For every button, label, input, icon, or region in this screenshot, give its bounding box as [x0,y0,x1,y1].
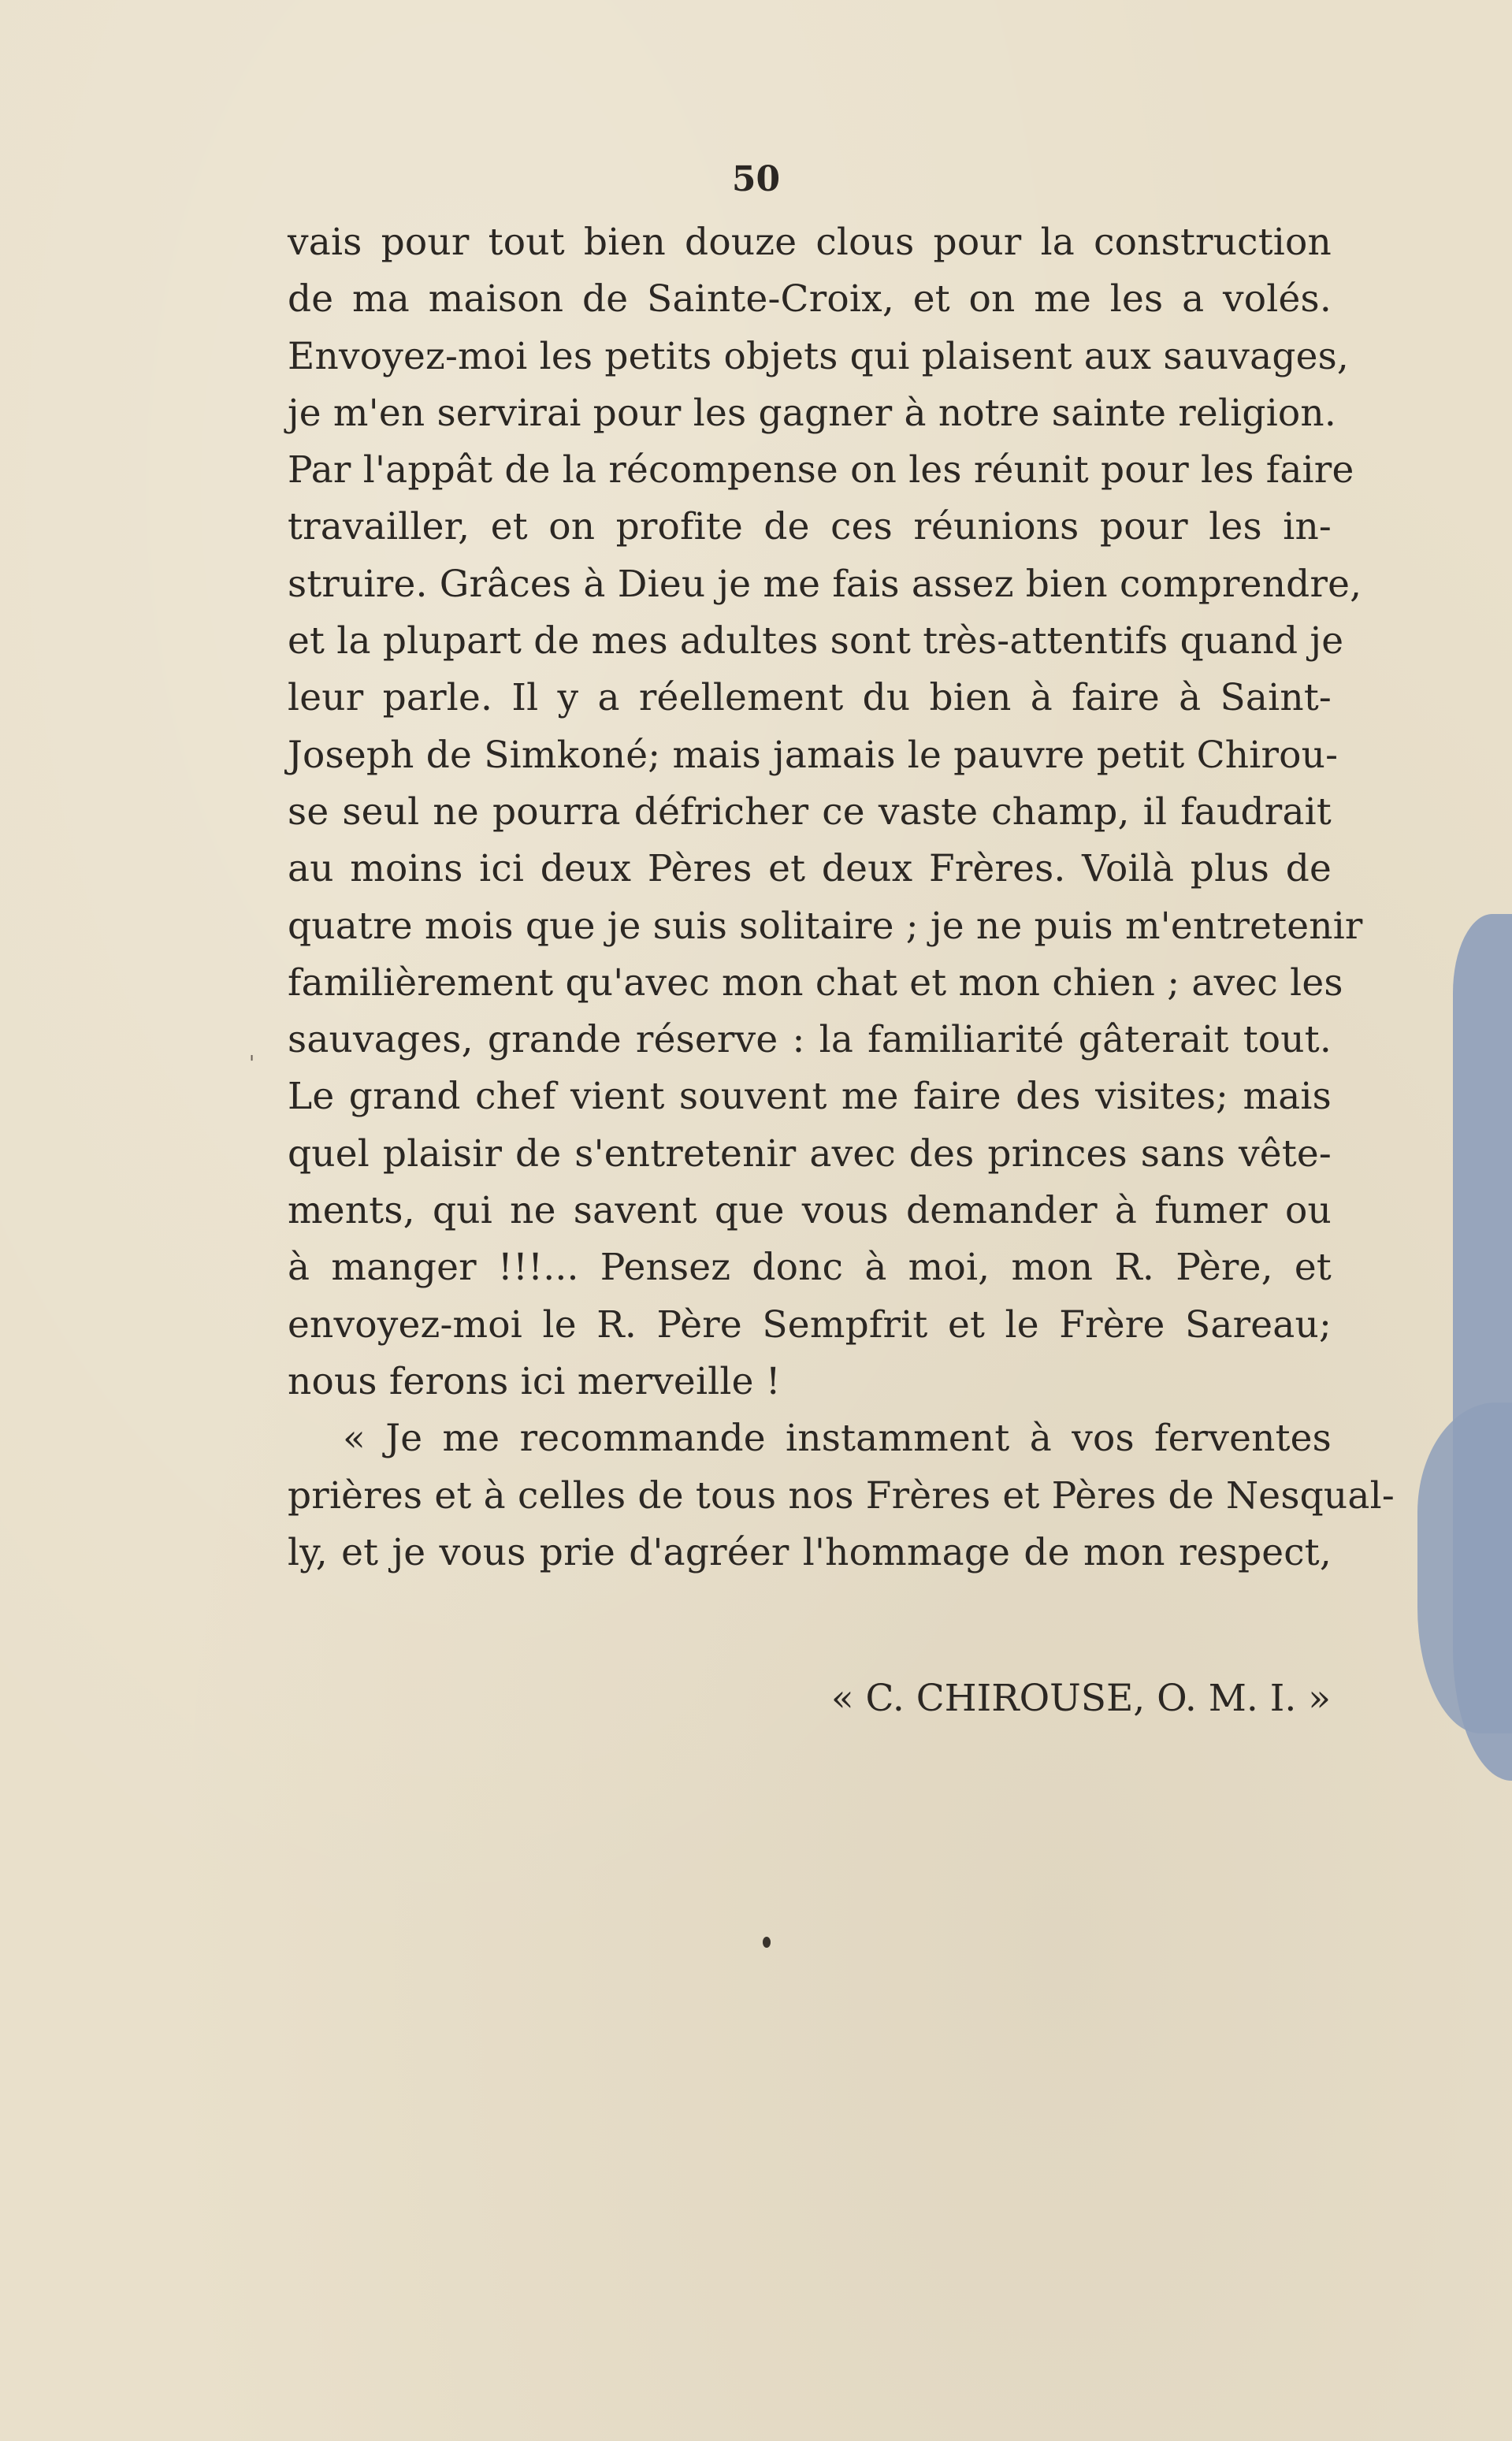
text-line: vais pour tout bien douze clous pour la construction [288,221,1332,264]
text-line: à manger !!!... Pensez donc à moi, mon R. Père, et [288,1246,1332,1290]
text-line: familièrement qu'avec mon chat et mon chien ; avec les [288,960,1343,1005]
page-number: 50 [731,159,781,199]
text-line: struire. Grâces à Dieu je me fais assez bien comprendre, [288,562,1362,606]
text-line: Envoyez-moi les petits objets qui plaisent aux sauvages, [288,334,1350,378]
text-line: se seul ne pourra défricher ce vaste champ, il faudrait [288,790,1332,834]
signature: « C. CHIROUSE, O. M. I. » [830,1677,1331,1720]
text-line: et la plupart de mes adultes sont très-attentifs quand je [288,619,1344,663]
text-line: nous ferons ici merveille ! [288,1359,781,1403]
text-line: travailler, et on profite de ces réunions pour les in- [288,505,1332,549]
text-line: ments, qui ne savent que vous demander à fumer ou [288,1189,1332,1233]
margin-mark: ' [249,1052,255,1076]
text-line: « Je me recommande instamment à vos ferventes [343,1417,1332,1461]
text-line: prières et à celles de tous nos Frères et Pères de Nesqual- [288,1473,1395,1518]
ink-dot [763,1937,771,1948]
text-line: envoyez-moi le R. Père Sempfrit et le Frère Sareau; [288,1302,1332,1347]
text-line: ly, et je vous prie d'agréer l'hommage de mon respect, [288,1530,1332,1574]
text-line: sauvages, grande réserve : la familiarité gâterait tout. [288,1018,1332,1062]
text-line: Par l'appât de la récompense on les réunit pour les faire [288,448,1354,492]
text-line: au moins ici deux Pères et deux Frères. Voilà plus de [288,847,1332,891]
text-line: Joseph de Simkoné; mais jamais le pauvre petit Chirou- [288,733,1339,777]
body-text [288,214,1395,1581]
text-line: Le grand chef vient souvent me faire des visites; mais [288,1075,1332,1119]
text-line: je m'en servirai pour les gagner à notre sainte religion. [288,391,1337,435]
text-line: quatre mois que je suis solitaire ; je ne puis m'entretenir [288,904,1363,948]
text-line: leur parle. Il y a réellement du bien à faire à Saint- [288,676,1332,720]
text-line: quel plaisir de s'entretenir avec des princes sans vête- [288,1131,1332,1176]
text-line: de ma maison de Sainte-Croix, et on me les a volés. [288,277,1332,321]
blue-stain-lower [1417,1403,1512,1733]
